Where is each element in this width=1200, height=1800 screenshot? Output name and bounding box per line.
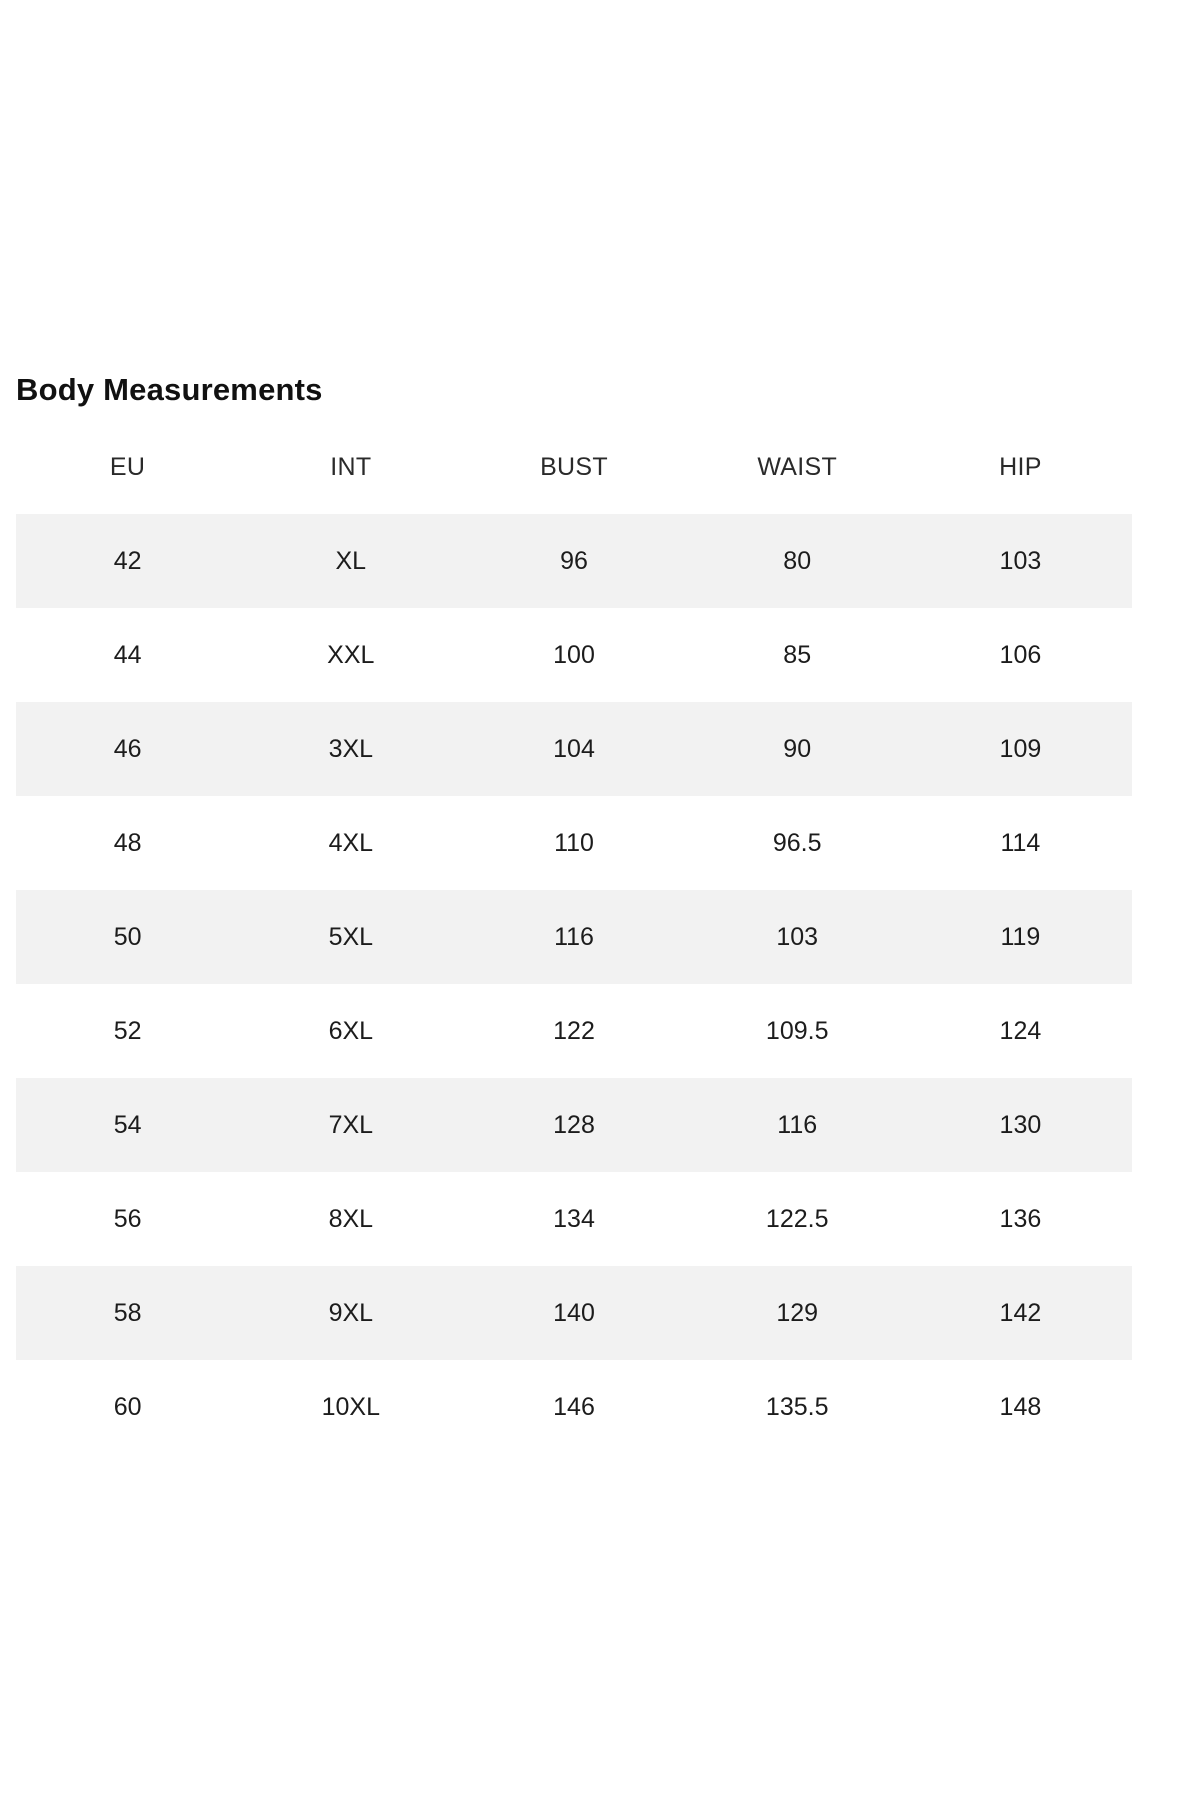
cell-hip: 130 (999, 1110, 1042, 1139)
cell-bust: 140 (553, 1298, 595, 1327)
cell-eu: 50 (113, 922, 142, 951)
table-row (16, 608, 1132, 702)
table-body (16, 514, 1132, 1454)
cell-waist: 103 (776, 922, 819, 951)
cell-eu: 58 (113, 1298, 142, 1327)
cell-hip: 148 (999, 1392, 1042, 1421)
table-row (16, 984, 1132, 1078)
cell-eu: 54 (113, 1110, 142, 1139)
cell-eu: 46 (113, 734, 142, 763)
column-header-eu: EU (109, 452, 146, 481)
cell-waist: 135.5 (765, 1392, 829, 1421)
cell-hip: 106 (999, 640, 1042, 669)
table-row (16, 1266, 1132, 1360)
cell-eu: 44 (113, 640, 142, 669)
cell-eu: 60 (113, 1392, 142, 1421)
cell-waist: 80 (783, 546, 812, 575)
cell-bust: 134 (553, 1204, 595, 1233)
column-header-bust: BUST (540, 452, 608, 481)
size-chart (16, 360, 1132, 1454)
cell-hip: 119 (1000, 922, 1041, 951)
column-header-int: INT (330, 452, 372, 481)
table-row (16, 1172, 1132, 1266)
cell-waist: 122.5 (765, 1204, 829, 1233)
cell-bust: 96 (560, 546, 588, 575)
chart-title: Body Measurements (16, 372, 323, 407)
column-header-hip: HIP (999, 452, 1042, 481)
cell-int: 6XL (328, 1016, 374, 1045)
cell-int: 10XL (321, 1392, 380, 1421)
cell-hip: 114 (1000, 828, 1041, 857)
cell-hip: 124 (999, 1016, 1042, 1045)
cell-bust: 128 (553, 1110, 595, 1139)
table-row (16, 1360, 1132, 1454)
cell-int: 9XL (328, 1298, 374, 1327)
cell-eu: 42 (113, 546, 142, 575)
table-row (16, 514, 1132, 608)
cell-int: 5XL (328, 922, 374, 951)
cell-eu: 52 (113, 1016, 142, 1045)
cell-hip: 136 (999, 1204, 1042, 1233)
cell-bust: 110 (554, 828, 594, 857)
cell-int: 7XL (328, 1110, 374, 1139)
cell-waist: 129 (776, 1298, 819, 1327)
cell-bust: 146 (553, 1392, 595, 1421)
cell-int: 8XL (328, 1204, 374, 1233)
cell-eu: 56 (113, 1204, 142, 1233)
cell-int: 3XL (328, 734, 374, 763)
column-header-waist: WAIST (757, 452, 838, 481)
table-header (16, 420, 1132, 514)
cell-bust: 100 (553, 640, 595, 669)
table-row (16, 796, 1132, 890)
cell-hip: 109 (999, 734, 1042, 763)
cell-waist: 96.5 (772, 828, 822, 857)
cell-bust: 122 (553, 1016, 595, 1045)
cell-waist: 116 (777, 1110, 818, 1139)
table-row (16, 890, 1132, 984)
cell-bust: 116 (554, 922, 594, 951)
table-row (16, 702, 1132, 796)
cell-int: XL (335, 546, 367, 575)
table-row (16, 1078, 1132, 1172)
cell-eu: 48 (113, 828, 142, 857)
cell-waist: 90 (783, 734, 812, 763)
cell-bust: 104 (553, 734, 595, 763)
cell-int: 4XL (328, 828, 374, 857)
cell-hip: 142 (999, 1298, 1042, 1327)
cell-waist: 85 (783, 640, 812, 669)
cell-int: XXL (327, 640, 375, 669)
cell-waist: 109.5 (765, 1016, 829, 1045)
cell-hip: 103 (999, 546, 1042, 575)
